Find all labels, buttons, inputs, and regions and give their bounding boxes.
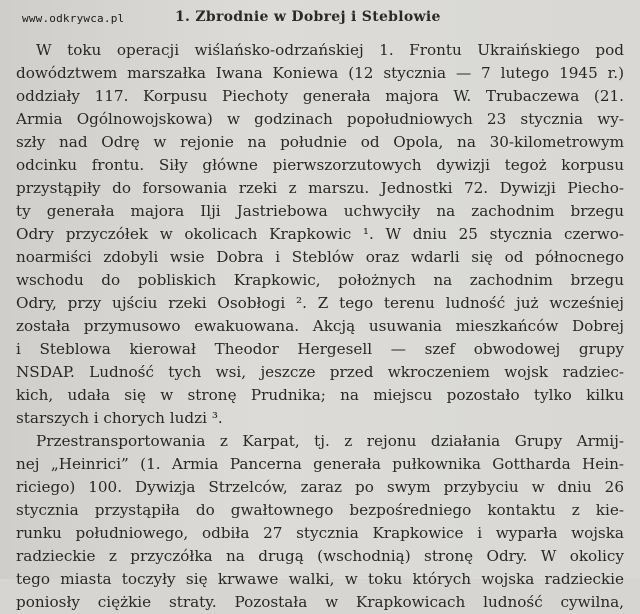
section-heading: 1. Zbrodnie w Dobrej i Steblowie: [175, 9, 441, 25]
text-line: riciego) 100. Dywizja Strzelców, zaraz po swym przybyciu w dniu 26: [16, 478, 624, 496]
text-line: NSDAP. Ludność tych wsi, jeszcze przed wkroczeniem wojsk radziec-: [16, 363, 624, 381]
text-line: radzieckie z przyczółka na drugą (wschodnią) stronę Odry. W okolicy: [16, 547, 624, 565]
text-line: poniosły ciężkie straty. Pozostała w Krapkowicach ludność cywilna,: [16, 593, 624, 611]
text-line: wschodu do pobliskich Krapkowic, położnych na zachodnim brzegu: [16, 271, 624, 289]
text-line: W toku operacji wiślańsko-odrzańskiej 1. Frontu Ukraińskiego pod: [36, 41, 624, 59]
text-line: szły nad Odrę w rejonie na południe od Opola, na 30-kilometrowym: [16, 133, 624, 151]
text-line: tego miasta toczyły się krwawe walki, w toku których wojska radzieckie: [16, 570, 624, 588]
text-line: odcinku frontu. Siły główne pierwszorzutowych dywizji tegoż korpusu: [16, 156, 624, 174]
text-line: i Steblowa kierował Theodor Hergesell — szef obwodowej grupy: [16, 340, 624, 358]
body-text: [16, 39, 624, 614]
text-line: ty generała majora Ilji Jastriebowa uchwyciły na zachodnim brzegu: [16, 202, 624, 220]
text-line: starszych i chorych ludzi ³.: [16, 409, 223, 427]
text-line: została przymusowo ewakuowana. Akcją usuwania mieszkańców Dobrej: [16, 317, 624, 335]
text-line: stycznia przystąpiła do gwałtownego bezpośredniego kontaktu z kie-: [16, 501, 624, 519]
text-line: Armia Ogólnowojskowa) w godzinach popołudniowych 23 stycznia wy-: [16, 110, 624, 128]
text-line: dowództwem marszałka Iwana Koniewa (12 stycznia — 7 lutego 1945 r.): [16, 64, 624, 82]
text-line: kich, udała się w stronę Prudnika; na miejscu pozostało tylko kilku: [16, 386, 624, 404]
text-line: Odry przyczółek w okolicach Krapkowic ¹. W dniu 25 stycznia czerwo-: [16, 225, 624, 243]
text-line: runku południowego, odbiła 27 stycznia Krapkowice i wyparła wojska: [16, 524, 624, 542]
text-line: oddziały 117. Korpusu Piechoty generała majora W. Trubaczewa (21.: [16, 87, 624, 105]
text-line: Przestransportowania z Karpat, tj. z rejonu działania Grupy Armij-: [36, 432, 624, 450]
text-line: Odry, przy ujściu rzeki Osobłogi ². Z tego terenu ludność już wcześniej: [16, 294, 624, 312]
text-line: przystąpiły do forsowania rzeki z marszu. Jednostki 72. Dywizji Piecho-: [16, 179, 624, 197]
text-line: nej „Heinrici” (1. Armia Pancerna generała pułkownika Gottharda Hein-: [16, 455, 624, 473]
text-line: noarmiści zdobyli wsie Dobra i Steblów oraz wdarli się od północnego: [16, 248, 624, 266]
watermark: www.odkrywca.pl: [22, 12, 125, 25]
